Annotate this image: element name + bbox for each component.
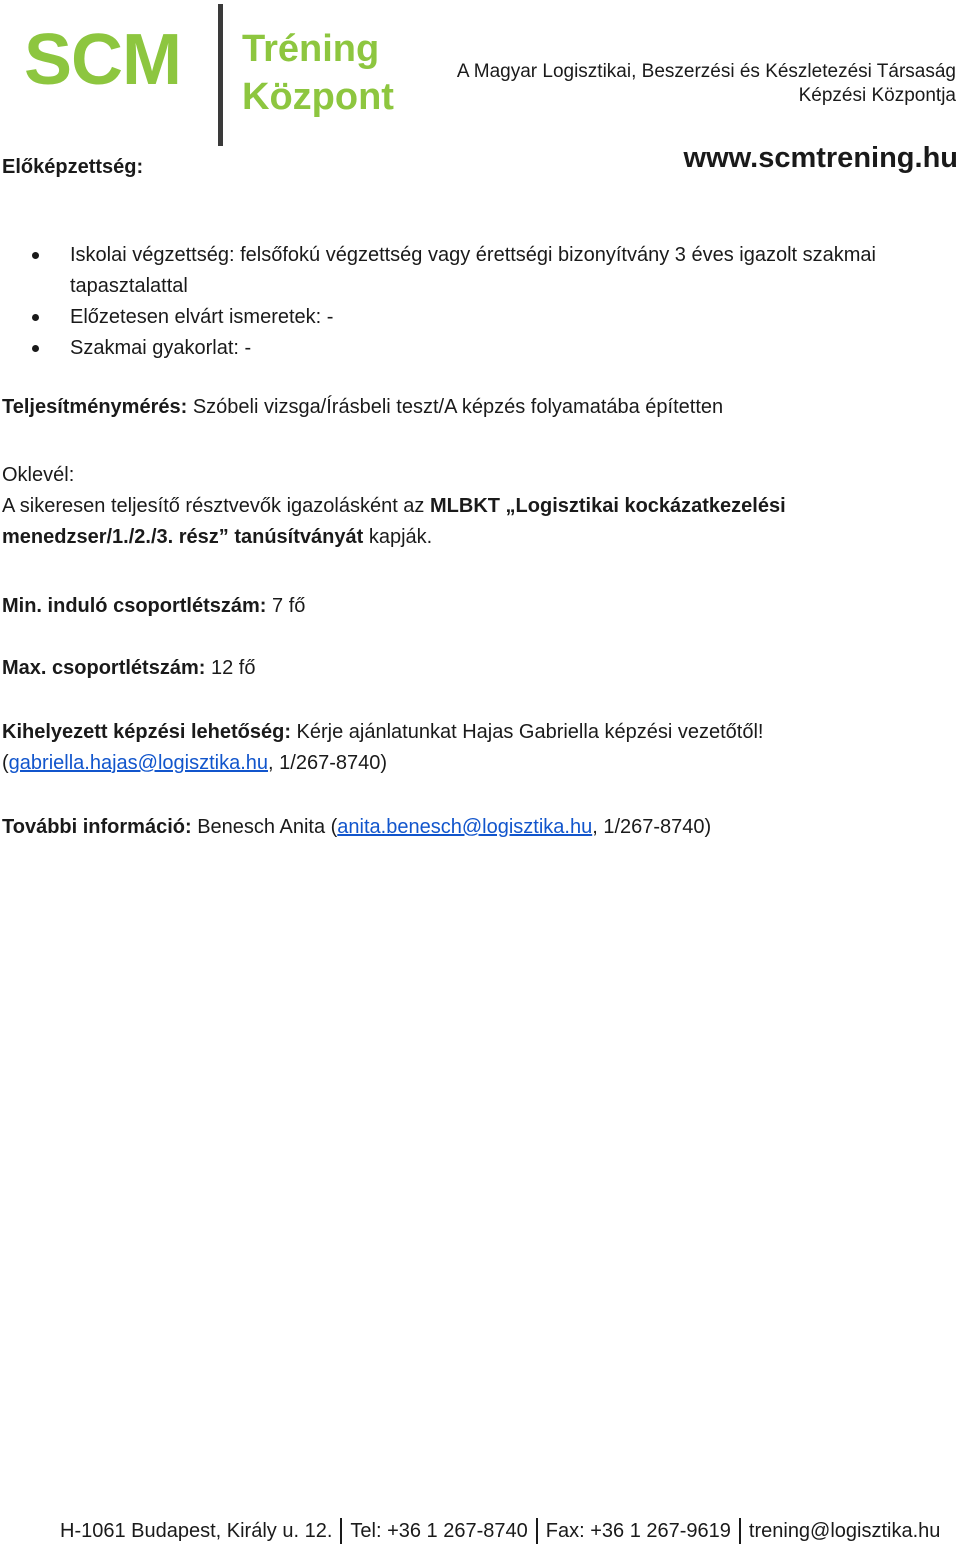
assessment-label: Teljesítménymérés: [2, 396, 188, 418]
org-line-1: A Magyar Logisztikai, Beszerzési és Készletezési Társaság [456, 61, 956, 82]
list-item: Iskolai végzettség: felsőfokú végzettség vagy érettségi bizonyítvány 3 éves igazolt szakmai tapasztalattal [0, 240, 930, 302]
assessment-line [2, 392, 723, 423]
prerequisites-list [0, 240, 930, 364]
bullet-icon [32, 345, 39, 352]
certificate-text-line-1: A sikeresen teljesítő résztvevők igazolásként az MLBKT „Logisztikai kockázatkezelési [2, 495, 786, 517]
inhouse-contact: (gabriella.hajas@logisztika.hu, 1/267-8740) [2, 752, 388, 774]
certificate-label: Oklevél: [2, 464, 75, 486]
list-item: Szakmai gyakorlat: - [0, 333, 930, 364]
assessment-value: Szóbeli vizsga/Írásbeli teszt/A képzés folyamatába építetten [192, 396, 724, 418]
footer-tel: Tel: +36 1 267-8740 [350, 1520, 528, 1542]
further-info: További információ: Benesch Anita (anita.benesch@logisztika.hu, 1/267-8740) [2, 816, 712, 838]
footer [60, 1516, 940, 1546]
organization-name [457, 60, 956, 108]
inhouse-email-link[interactable]: gabriella.hajas@logisztika.hu [8, 752, 269, 774]
logo-word-trening: Tréning [242, 28, 380, 70]
prerequisites-heading: Előképzettség: [2, 156, 144, 178]
logo-scm-text: SCM [24, 20, 181, 100]
footer-address: H-1061 Budapest, Király u. 12. [60, 1520, 333, 1542]
logo-divider [218, 4, 223, 146]
min-group-size: Min. induló csoportlétszám: 7 fő [2, 595, 306, 617]
footer-email: trening@logisztika.hu [748, 1520, 941, 1542]
list-item: Előzetesen elvárt ismeretek: - [0, 302, 930, 333]
footer-divider [340, 1518, 342, 1544]
website-url: www.scmtrening.hu [683, 142, 958, 174]
max-group-size: Max. csoportlétszám: 12 fő [2, 657, 256, 679]
footer-fax: Fax: +36 1 267-9619 [545, 1520, 731, 1542]
inhouse-training: Kihelyezett képzési lehetőség: Kérje ajánlatunkat Hajas Gabriella képzési vezetőtől! [2, 721, 764, 743]
logo-word-kozpont: Központ [242, 76, 394, 118]
info-email-link[interactable]: anita.benesch@logisztika.hu [337, 816, 593, 838]
bullet-icon [32, 252, 39, 259]
org-line-2: Képzési Központja [798, 85, 956, 106]
footer-divider [739, 1518, 741, 1544]
certificate-text-line-2: menedzser/1./2./3. rész” tanúsítványát kapják. [2, 526, 433, 548]
bullet-icon [32, 314, 39, 321]
footer-divider [536, 1518, 538, 1544]
